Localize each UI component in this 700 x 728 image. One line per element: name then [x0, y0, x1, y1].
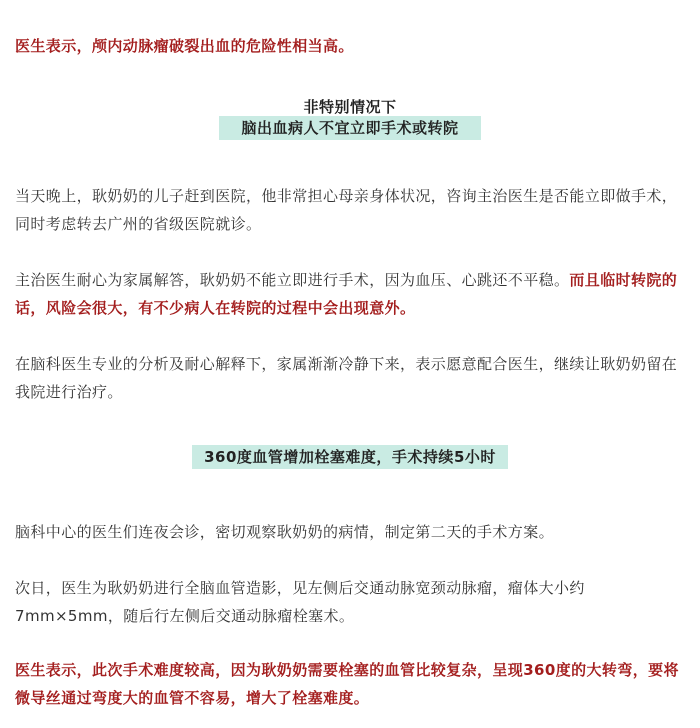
section-heading-1-line1: 非特别情况下	[303, 98, 397, 116]
paragraph-4: 脑科中心的医生们连夜会诊，密切观察耿奶奶的病情，制定第二天的手术方案。	[15, 523, 555, 541]
section-heading-2	[0, 445, 700, 469]
paragraph-2-emphasis: 而且临时转院的话，风险会很大，有不少病人在转院的过程中会出现意外。	[15, 271, 678, 317]
section-heading-1-highlight: 脑出血病人不宜立即手术或转院	[219, 116, 480, 140]
section-heading-1	[0, 98, 700, 140]
paragraph-2	[15, 266, 687, 322]
intro-highlight-text: 医生表示，颅内动脉瘤破裂出血的危险性相当高。	[15, 37, 354, 55]
paragraph-1: 当天晚上，耿奶奶的儿子赶到医院，他非常担心母亲身体状况，咨询主治医生是否能立即做手术，同时考虑转去广州的省级医院就诊。	[15, 187, 678, 233]
section-heading-2-highlight: 360度血管增加栓塞难度，手术持续5小时	[192, 445, 508, 469]
paragraph-6: 医生表示，此次手术难度较高，因为耿奶奶需要栓塞的血管比较复杂，呈现360度的大转弯，要将微导丝通过弯度大的血管不容易，增大了栓塞难度。	[15, 661, 679, 707]
paragraph-5: 次日，医生为耿奶奶进行全脑血管造影，见左侧后交通动脉宽颈动脉瘤，瘤体大小约7mm×5mm，随后行左侧后交通动脉瘤栓塞术。	[15, 579, 585, 625]
paragraph-2-normal: 主治医生耐心为家属解答，耿奶奶不能立即进行手术，因为血压、心跳还不平稳。	[15, 271, 570, 289]
paragraph-3: 在脑科医生专业的分析及耐心解释下，家属渐渐冷静下来，表示愿意配合医生，继续让耿奶奶留在我院进行治疗。	[15, 355, 678, 401]
